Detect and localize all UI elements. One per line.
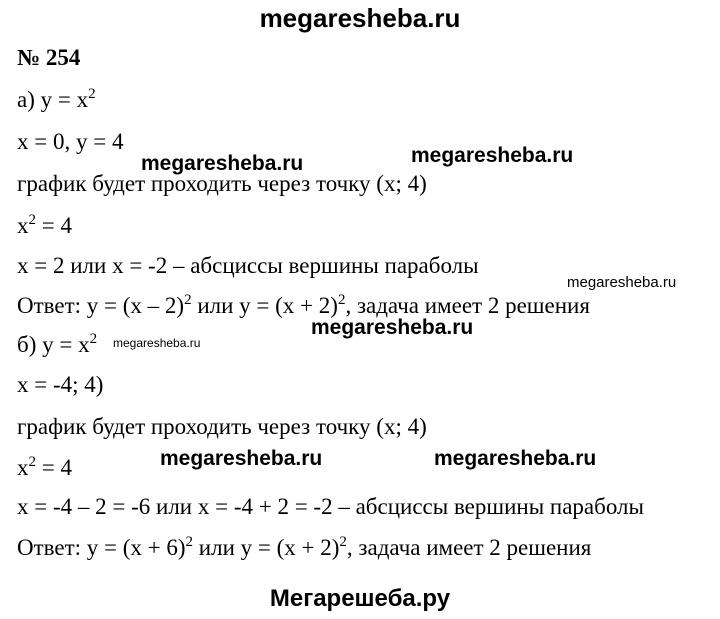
part-a-roots: x = 2 или x = -2 – абсциссы вершины параболы bbox=[17, 253, 479, 278]
part-b-equation-exponent: 2 bbox=[28, 454, 36, 470]
part-b-answer-2: или y = (x + 2) bbox=[193, 535, 340, 560]
part-b-function-exponent: 2 bbox=[89, 331, 98, 347]
part-a-function bbox=[17, 86, 96, 114]
part-a-equation-exponent: 2 bbox=[28, 212, 36, 228]
part-a-point-statement: график будет проходить через точку (x; 4) bbox=[17, 171, 427, 196]
part-a-function-text: а) y = x bbox=[17, 87, 89, 112]
part-b-point-statement: график будет проходить через точку (x; 4) bbox=[17, 414, 427, 439]
part-a-answer bbox=[17, 292, 590, 320]
part-b-answer-exp-2: 2 bbox=[339, 534, 347, 550]
part-a-answer-1: Ответ: y = (x – 2) bbox=[17, 293, 185, 318]
part-b-answer-3: , задача имеет 2 решения bbox=[346, 535, 592, 560]
part-a-answer-2: или y = (x + 2) bbox=[191, 293, 338, 318]
watermark: megaresheba.ru bbox=[434, 447, 597, 470]
site-header: megaresheba.ru bbox=[259, 3, 461, 33]
part-a-answer-exp-1: 2 bbox=[184, 292, 192, 308]
watermark: megaresheba.ru bbox=[160, 447, 323, 470]
part-b-function-text: б) y = x bbox=[17, 332, 90, 357]
part-b-equation-var: x bbox=[17, 455, 29, 480]
part-a-condition: x = 0, y = 4 bbox=[17, 129, 124, 154]
watermark: megaresheba.ru bbox=[311, 316, 474, 339]
site-footer: Мегарешеба.ру bbox=[269, 585, 451, 612]
watermark: megaresheba.ru bbox=[141, 152, 304, 175]
problem-number: № 254 bbox=[17, 45, 81, 70]
part-b-condition: x = -4; 4) bbox=[17, 372, 104, 397]
part-b-answer-exp-1: 2 bbox=[185, 534, 194, 550]
watermark: megaresheba.ru bbox=[411, 144, 574, 167]
part-a-answer-3: , задача имеет 2 решения bbox=[345, 293, 590, 318]
part-a-function-exponent: 2 bbox=[88, 86, 96, 102]
part-a-equation-var: x bbox=[17, 213, 29, 238]
part-b-equation bbox=[17, 454, 72, 482]
part-a-equation-rhs: = 4 bbox=[36, 213, 72, 238]
part-b-function bbox=[17, 331, 97, 359]
part-b-equation-rhs: = 4 bbox=[36, 455, 72, 480]
watermark: megaresheba.ru bbox=[113, 336, 201, 350]
part-b-answer bbox=[17, 534, 591, 562]
part-a-equation bbox=[17, 212, 72, 240]
part-b-answer-1: Ответ: y = (x + 6) bbox=[17, 535, 186, 560]
part-b-roots: x = -4 – 2 = -6 или x = -4 + 2 = -2 – абсциссы вершины параболы bbox=[17, 494, 644, 519]
part-a-answer-exp-2: 2 bbox=[337, 292, 346, 308]
watermark: megaresheba.ru bbox=[567, 274, 677, 291]
